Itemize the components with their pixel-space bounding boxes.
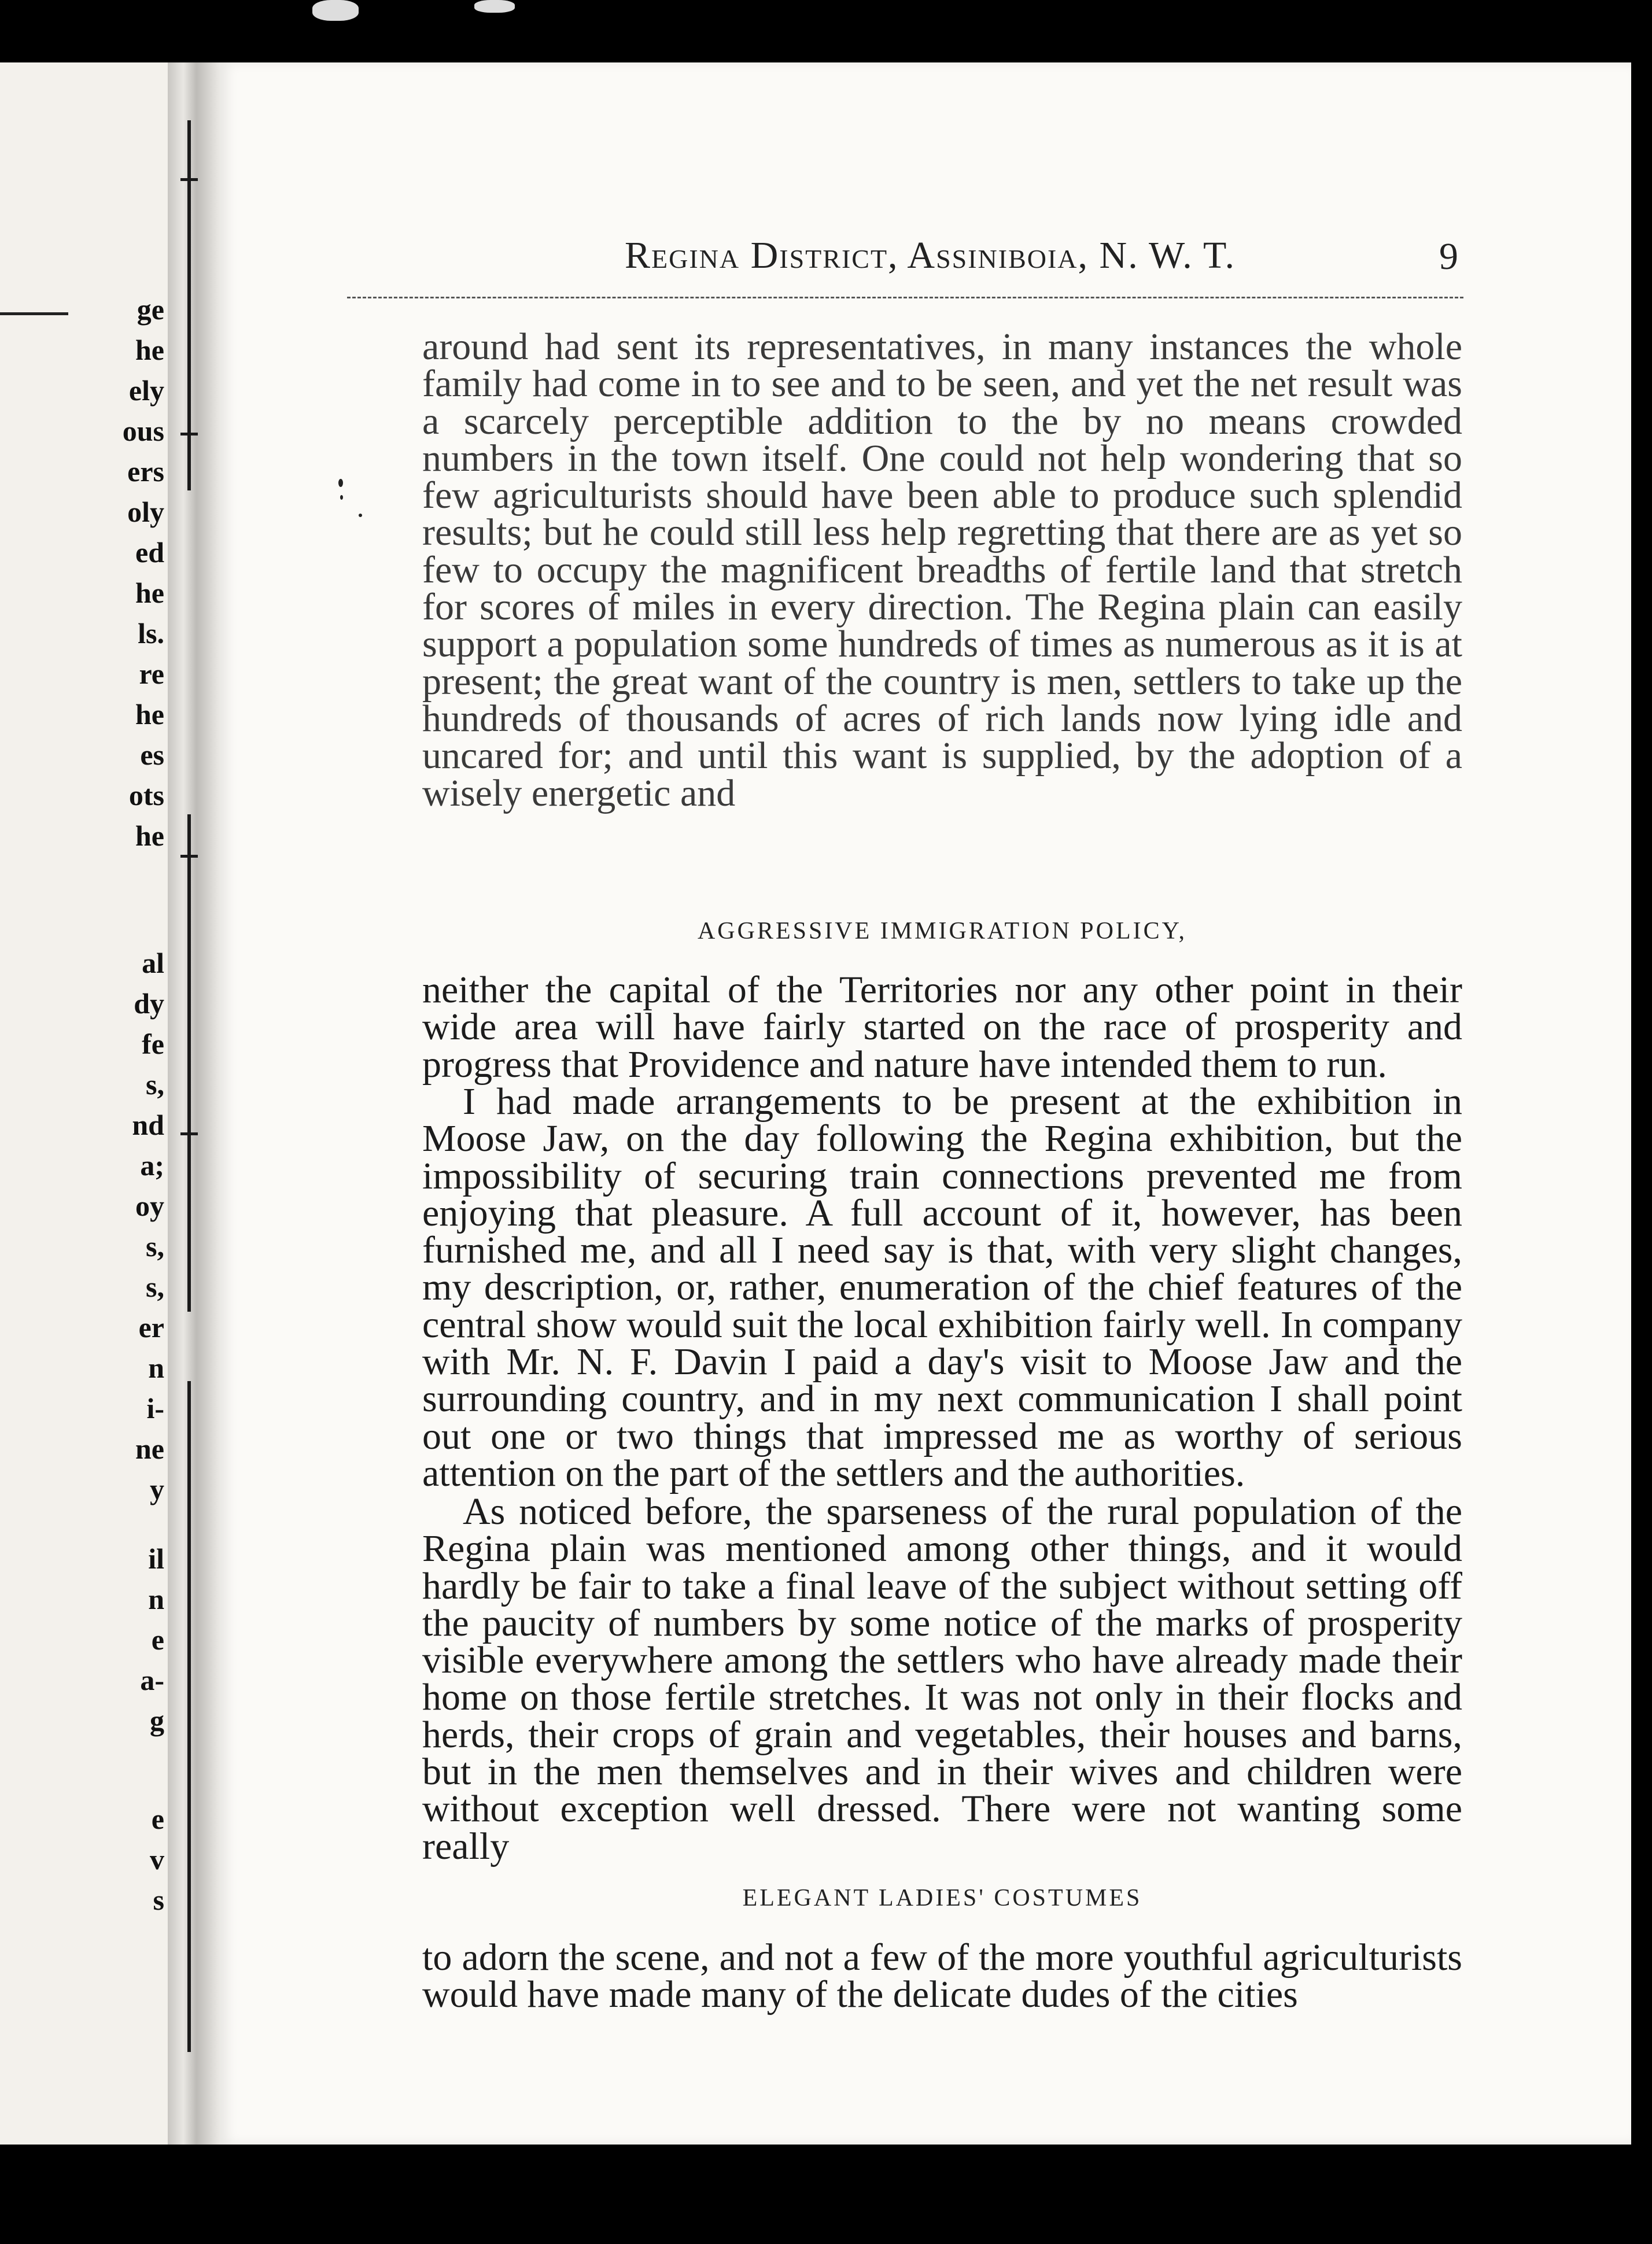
- body-paragraph: to adorn the scene, and not a few of the more youthful agriculturists would have made many of the delicate dudes of the cities: [422, 1936, 1462, 2016]
- previous-page-fragment: er: [138, 1311, 164, 1344]
- previous-page-fragment: il: [148, 1542, 164, 1575]
- previous-page-fragment: dy: [134, 987, 164, 1020]
- running-head: Regina District, Assiniboia, N. W. T.: [625, 234, 1236, 276]
- previous-page-edge: [0, 62, 168, 2145]
- body-paragraph-text: As noticed before, the sparseness of the rural population of the Regina plain was mentioned among other things, and it would hardly be fair to take a final leave of the subject without setting off the paucity of numbers by some notice of the marks of prosperity visible everywhere among the settlers who have already made their home on those fertile stretches. It was not only in their flocks and herds, their crops of grain and vegetables, their houses and barns, but in the men themselves and in their wives and children were without exception well dressed. There were not wanting some really: [422, 1490, 1462, 1867]
- page-number: 9: [1439, 235, 1458, 278]
- previous-page-fragment: he: [135, 698, 164, 730]
- previous-page-fragment: ous: [122, 415, 164, 447]
- ink-speck: [340, 495, 343, 500]
- previous-page-fragment: i-: [146, 1392, 164, 1424]
- previous-page-fragment: re: [139, 658, 164, 690]
- book-gutter: [168, 62, 220, 2145]
- binding-stitch: [180, 178, 198, 181]
- previous-page-fragment: he: [135, 334, 164, 366]
- book-page: [220, 62, 1631, 2145]
- binding-stitch: [180, 433, 198, 435]
- binding-thread: [187, 1381, 191, 2052]
- previous-page-fragment: ed: [135, 536, 164, 569]
- previous-page-fragment: ers: [127, 455, 164, 488]
- header-rule: [347, 297, 1463, 298]
- previous-page-fragment: e: [151, 1623, 164, 1656]
- binding-stitch: [180, 855, 198, 858]
- previous-page-fragment: e: [151, 1803, 164, 1835]
- previous-page-fragment: oy: [135, 1190, 164, 1222]
- body-paragraph: [422, 1080, 1462, 1494]
- previous-page-fragment: ots: [128, 779, 164, 811]
- body-paragraph: [422, 1490, 1462, 1867]
- previous-page-fragment: nd: [132, 1109, 164, 1141]
- previous-page-fragment: n: [148, 1583, 164, 1615]
- scan-blemish: [312, 0, 359, 21]
- previous-page-fragment: ne: [135, 1433, 164, 1465]
- previous-page-fragment: oly: [127, 496, 164, 528]
- previous-page-fragment: y: [150, 1473, 164, 1505]
- previous-page-fragment: a-: [140, 1664, 164, 1696]
- previous-page-fragment: ge: [137, 293, 164, 326]
- previous-page-fragment: ls.: [138, 617, 164, 649]
- previous-page-fragment: es: [140, 739, 164, 771]
- body-paragraph-text: I had made arrangements to be present at the exhibition in Moose Jaw, on the day following the Regina exhibition, but the impossibility of securing train connections prevented me from enjoying that pleasure. A full account of it, however, has been furnished me, and all I need say is that, with very slight changes, my description, or, rather, enumeration of the chief features of the central show would suit the local exhibition fairly well. In company with Mr. N. F. Davin I paid a day's visit to Moose Jaw and the surrounding country, and in my next communication I shall point out one or two things that impressed me as worthy of serious attention on the part of the settlers and the authorities.: [422, 1080, 1462, 1494]
- section-heading: AGGRESSIVE IMMIGRATION POLICY,: [697, 918, 1188, 944]
- previous-page-fragment: ely: [128, 374, 164, 407]
- binding-stitch: [180, 1132, 198, 1135]
- previous-page-fragment: s,: [146, 1271, 164, 1303]
- previous-page-fragment: fe: [142, 1028, 164, 1060]
- previous-page-fragment: he: [135, 820, 164, 852]
- previous-page-fragment: al: [142, 947, 164, 979]
- previous-page-fragment: s,: [146, 1230, 164, 1263]
- binding-thread: [187, 814, 191, 1312]
- previous-page-fragment: s,: [146, 1068, 164, 1101]
- previous-page-fragment: v: [150, 1843, 164, 1876]
- ink-speck: [359, 514, 362, 517]
- ink-speck: [338, 479, 343, 487]
- body-paragraph: neither the capital of the Territories nor any other point in their wide area will have fairly started on the race of prosperity and progress that Providence and nature have intended them to run.: [422, 969, 1462, 1086]
- scan-blemish: [474, 0, 515, 13]
- previous-page-fragment: s: [153, 1884, 164, 1916]
- previous-page-fragment: he: [135, 577, 164, 609]
- body-paragraph: around had sent its representatives, in many instances the whole family had come in to see and to be seen, and yet the net result was a scarcely perceptible addition to the by no means crowded numbers in the town itself. One could not help wondering that so few agriculturists should have been able to produce such splendid results; but he could still less help regretting that there are as yet so few to occupy the magnificent breadths of fertile land that stretch for scores of miles in every direction. The Regina plain can easily support a population some hundreds of times as numerous as it is at present; the great want of the country is men, settlers to take up the hundreds of thousands of acres of rich lands now lying idle and uncared for; and until this want is supplied, by the adoption of a wisely energetic and: [422, 326, 1462, 814]
- section-heading: ELEGANT LADIES' COSTUMES: [742, 1885, 1142, 1911]
- previous-page-fragment: a;: [140, 1149, 164, 1182]
- previous-page-fragment: g: [150, 1704, 164, 1737]
- previous-page-fragment: n: [148, 1352, 164, 1384]
- previous-page-rule: [0, 312, 68, 315]
